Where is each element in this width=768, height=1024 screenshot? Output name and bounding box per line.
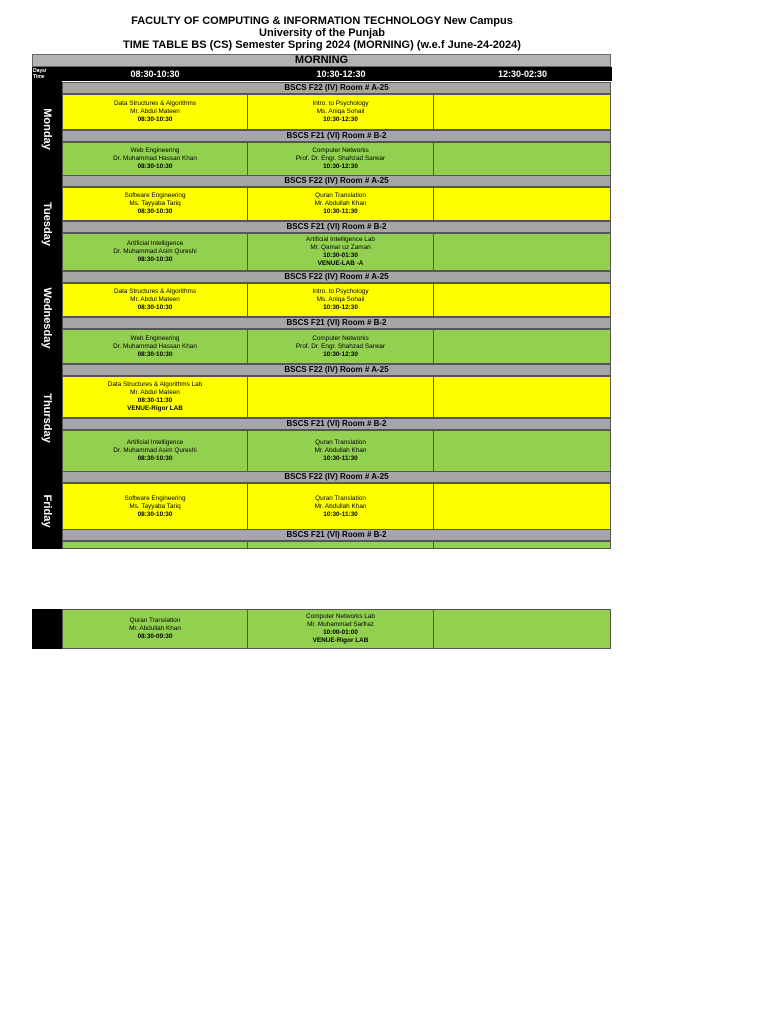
session-cell <box>247 187 434 221</box>
course-name: Quran Translation <box>129 617 181 624</box>
empty-cell <box>433 430 611 472</box>
empty-cell <box>433 483 611 530</box>
empty-cell <box>433 187 611 221</box>
group-header: BSCS F21 (VI) Room # B-2 <box>62 418 611 430</box>
teacher-name: Ms. Tayyaba Tariq <box>129 502 181 510</box>
table-row <box>62 142 611 176</box>
table-row <box>62 233 611 271</box>
teacher-name: Mr. Qamar uz Zaman <box>310 244 371 251</box>
teacher-name: Dr. Muhammad Asim Qureshi <box>113 447 197 454</box>
course-name: Data Structures & Algorithms <box>113 288 197 295</box>
table-row <box>62 483 611 530</box>
course-name: Intro. to Psychology <box>312 100 369 107</box>
course-name: Computer Networks <box>312 334 369 342</box>
table-row <box>62 430 611 472</box>
table-row <box>62 329 611 364</box>
empty-cell <box>433 376 611 418</box>
empty-cell <box>433 283 611 317</box>
teacher-name: Mr. Abdul Mateen <box>130 108 180 115</box>
session-venue: VENUE-LAB -A <box>317 260 364 267</box>
empty-cell <box>247 376 434 418</box>
session-venue: VENUE-Rigor LAB <box>127 405 183 412</box>
session-time: 08:30-09:30 <box>137 633 173 640</box>
teacher-name: Mr. Abdullah Khan <box>314 502 367 510</box>
course-name: Quran Translation <box>315 192 366 199</box>
session-time: 08:30-11:30 <box>137 397 173 404</box>
course-name: Computer Networks <box>312 147 369 154</box>
empty-cell <box>433 541 611 549</box>
slot-header-1: 08:30-10:30 <box>130 69 180 79</box>
group-header: BSCS F21 (VI) Room # B-2 <box>62 317 611 329</box>
session-time: 08:30-10:30 <box>137 163 173 170</box>
empty-cell <box>433 609 611 649</box>
teacher-name: Prof. Dr. Engr. Shahzad Sarwar <box>295 155 386 162</box>
empty-cell <box>247 541 434 549</box>
session-cell <box>247 329 434 364</box>
day-label-wednesday <box>32 271 62 364</box>
group-header: BSCS F22 (IV) Room # A-25 <box>62 82 611 94</box>
session-time: 08:30-10:30 <box>137 304 173 311</box>
teacher-name: Mr. Abdul Mateen <box>130 389 180 396</box>
day-monday-text: Monday <box>41 107 53 150</box>
corner-line-1: Days/ <box>33 68 47 74</box>
days-time-corner <box>33 68 46 80</box>
empty-cell <box>62 541 248 549</box>
empty-cell <box>433 329 611 364</box>
empty-cell <box>433 233 611 271</box>
session-time: 10:30-11:30 <box>323 510 358 518</box>
group-header: BSCS F21 (VI) Room # B-2 <box>62 529 611 541</box>
session-venue: VENUE-Rigor LAB <box>312 637 369 644</box>
session-time: 10:30-12:30 <box>323 116 358 123</box>
session-cell <box>247 94 434 130</box>
session-time: 10:30-01:30 <box>323 252 358 259</box>
session-cell <box>247 233 434 271</box>
teacher-name: Ms. Aniqa Sohail <box>316 108 365 115</box>
session-cell <box>62 233 248 271</box>
session-time: 08:30-10:30 <box>137 256 173 263</box>
course-name: Quran Translation <box>315 494 366 502</box>
teacher-name: Dr. Muhammad Asim Qureshi <box>113 248 197 255</box>
teacher-name: Mr. Abdullah Khan <box>314 447 367 454</box>
course-name: Computer Networks Lab <box>306 613 375 620</box>
session-cell <box>247 142 434 176</box>
session-cell <box>62 609 248 649</box>
session-time: 08:30-10:30 <box>137 208 173 215</box>
session-time: 10:30-11:30 <box>323 455 358 462</box>
course-name: Quran Translation <box>315 439 366 446</box>
day-label-monday <box>32 81 62 176</box>
session-time: 08:30-10:30 <box>137 510 173 518</box>
university-title: University of the Punjab <box>259 27 385 39</box>
session-time: 10:30-12:30 <box>323 304 358 311</box>
teacher-name: Dr. Muhammad Hassan Khan <box>113 342 197 350</box>
day-friday-text: Friday <box>41 493 53 528</box>
teacher-name: Mr. Abdul Mateen <box>130 296 180 303</box>
table-row-partial <box>62 541 611 549</box>
teacher-name: Mr. Abdullah Khan <box>129 625 181 632</box>
table-row <box>62 609 611 649</box>
session-caption: MORNING <box>32 54 611 67</box>
session-time: 10:30-12:30 <box>323 163 358 170</box>
day-column-band-continued <box>32 609 62 649</box>
group-header: BSCS F22 (IV) Room # A-25 <box>62 364 611 376</box>
session-time: 10:00-01:00 <box>323 629 358 636</box>
course-name: Web Engineering <box>130 334 180 342</box>
teacher-name: Mr. Abdullah Khan <box>314 200 367 207</box>
session-cell <box>62 483 248 530</box>
table-header <box>32 67 612 81</box>
course-name: Intro. to Psychology <box>312 288 369 295</box>
course-name: Web Engineering <box>130 147 180 154</box>
slot-header-3: 12:30-02:30 <box>497 69 548 79</box>
corner-line-2: Time <box>33 74 45 80</box>
group-header: BSCS F21 (VI) Room # B-2 <box>62 130 611 142</box>
group-header: BSCS F22 (IV) Room # A-25 <box>62 271 611 283</box>
session-cell <box>247 609 434 649</box>
table-row <box>62 187 611 221</box>
table-row <box>62 283 611 317</box>
session-time: 10:30-12:30 <box>323 350 358 358</box>
session-time: 08:30-10:30 <box>137 350 173 358</box>
session-cell <box>62 283 248 317</box>
course-name: Artificial Intelligence Lab <box>306 236 375 243</box>
group-header: BSCS F21 (VI) Room # B-2 <box>62 221 611 233</box>
session-cell <box>247 283 434 317</box>
course-name: Software Engineering <box>124 192 186 199</box>
day-label-tuesday <box>32 176 62 271</box>
day-wednesday-text: Wednesday <box>41 287 53 348</box>
empty-cell <box>433 94 611 130</box>
slot-header-2: 10:30-12:30 <box>316 69 366 79</box>
day-label-friday <box>32 472 62 549</box>
teacher-name: Prof. Dr. Engr. Shahzad Sarwar <box>295 342 386 350</box>
course-name: Software Engineering <box>124 494 186 502</box>
course-name: Data Structures & Algorithms <box>113 100 197 107</box>
session-cell <box>62 430 248 472</box>
faculty-title: FACULTY OF COMPUTING & INFORMATION TECHNOLOGY New Campus <box>131 15 513 27</box>
group-header: BSCS F22 (IV) Room # A-25 <box>62 471 611 483</box>
teacher-name: Dr. Muhammad Hassan Khan <box>113 155 197 162</box>
session-cell <box>62 187 248 221</box>
course-name: Data Structures & Algorithms Lab <box>107 381 203 388</box>
session-cell <box>247 430 434 472</box>
day-thursday-text: Thursday <box>41 393 53 443</box>
course-name: Artificial Intelligence <box>126 240 184 247</box>
session-cell <box>62 142 248 176</box>
group-header: BSCS F22 (IV) Room # A-25 <box>62 175 611 187</box>
timetable-title: TIME TABLE BS (CS) Semester Spring 2024 (MORNING) (w.e.f June-24-2024) <box>123 39 521 51</box>
teacher-name: Mr. Muhammad Sarfraz <box>307 621 374 628</box>
course-name: Artificial Intelligence <box>126 439 184 446</box>
session-cell <box>62 94 248 130</box>
table-row <box>62 376 611 418</box>
session-time: 08:30-10:30 <box>137 455 173 462</box>
session-cell <box>62 376 248 418</box>
day-tuesday-text: Tuesday <box>41 201 53 246</box>
session-cell <box>247 483 434 530</box>
day-label-thursday <box>32 364 62 472</box>
session-time: 10:30-11:30 <box>323 208 358 215</box>
session-time: 08:30-10:30 <box>137 116 173 123</box>
empty-cell <box>433 142 611 176</box>
session-cell <box>62 329 248 364</box>
table-row <box>62 94 611 130</box>
teacher-name: Ms. Aniqa Sohail <box>316 296 365 303</box>
teacher-name: Ms. Tayyaba Tariq <box>129 200 181 207</box>
